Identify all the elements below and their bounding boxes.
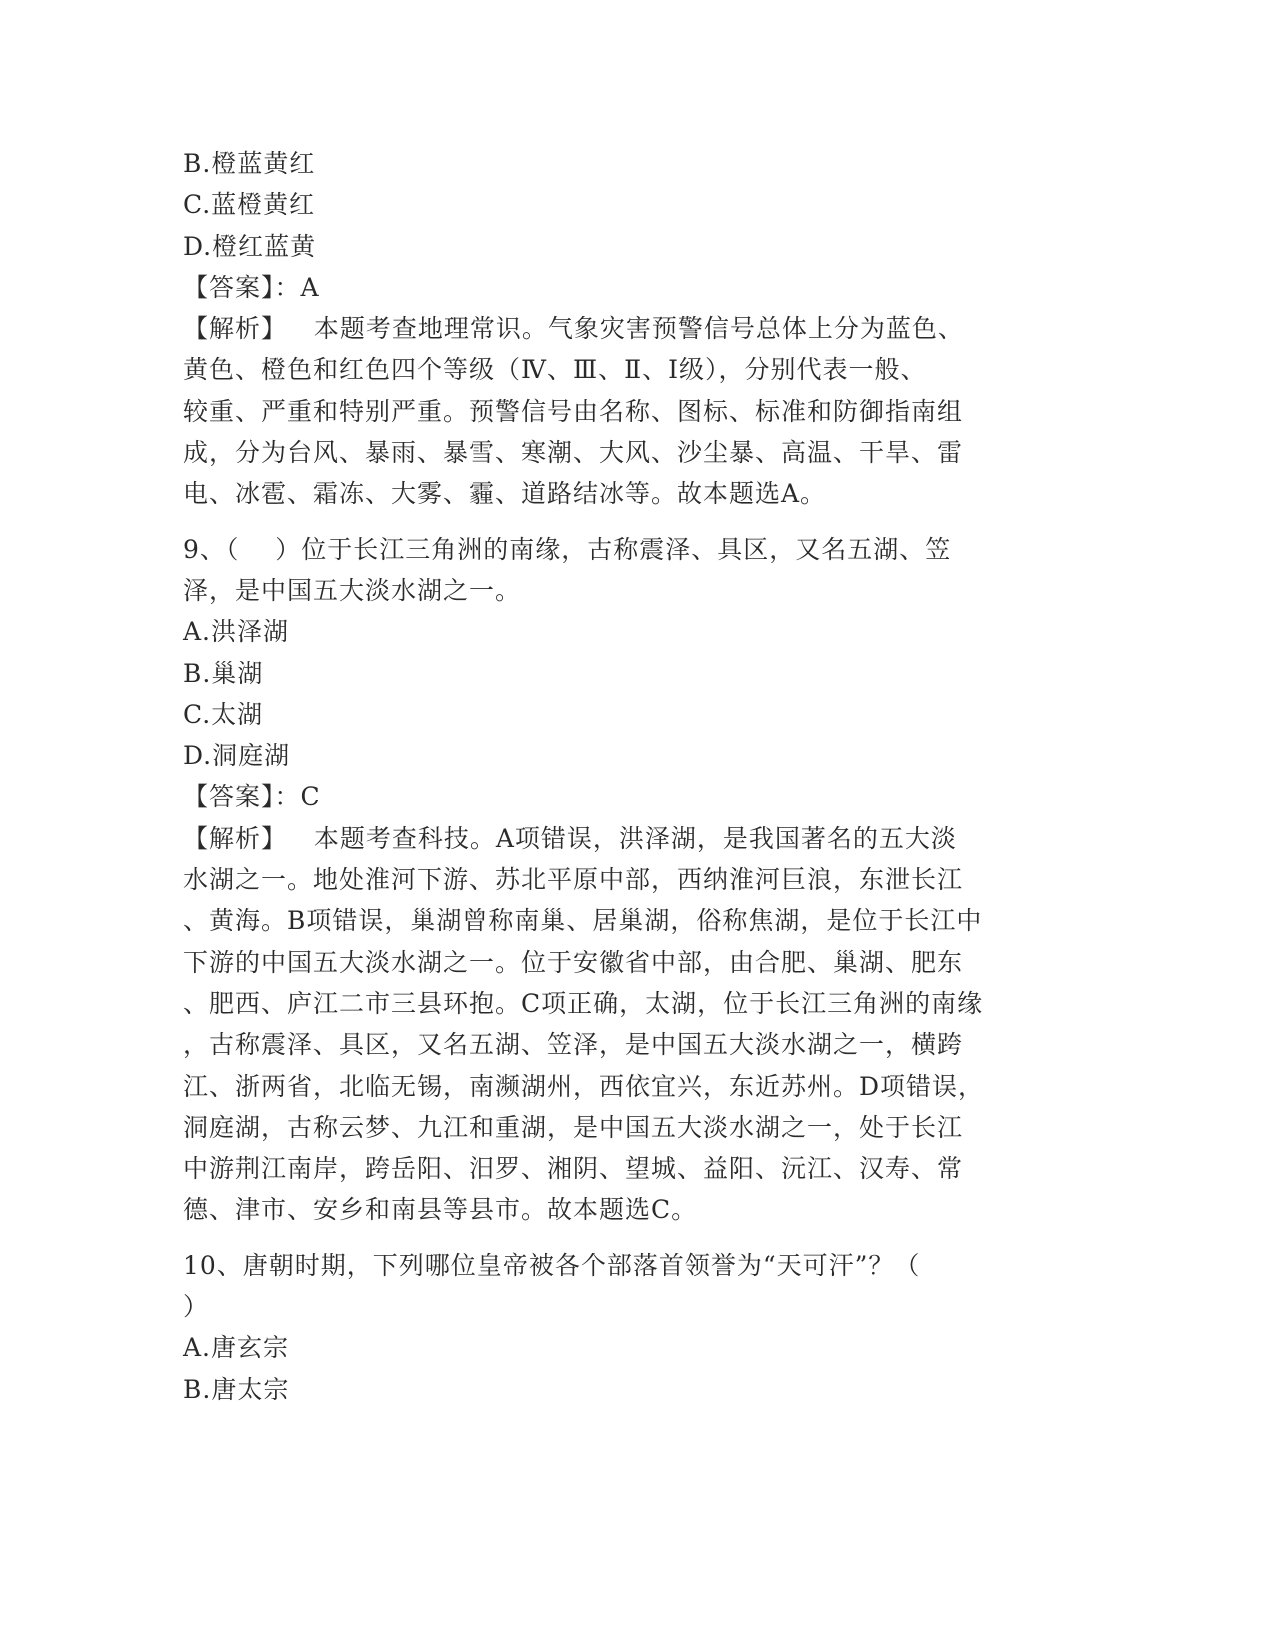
- q8-analysis-line: 成，分为台风、暴雨、暴雪、寒潮、大风、沙尘暴、高温、干旱、雷: [183, 438, 964, 468]
- q9-analysis-line: 水湖之一。地处淮河下游、苏北平原中部，西纳淮河巨浪，东泄长江: [183, 865, 964, 895]
- q9-analysis-line: 、黄海。B项错误，巢湖曾称南巢、居巢湖，俗称焦湖，是位于长江中: [183, 906, 983, 936]
- q8-analysis-line: 黄色、橙色和红色四个等级（Ⅳ、Ⅲ、Ⅱ、Ⅰ级），分别代表一般、: [183, 355, 927, 385]
- q9-option-d: D.洞庭湖: [183, 741, 291, 771]
- q9-analysis-line: 【解析】 本题考查科技。A项错误，洪泽湖，是我国著名的五大淡: [183, 823, 957, 853]
- section-gap: [183, 1231, 1083, 1245]
- document-content: [183, 143, 1083, 1410]
- section-gap: [183, 515, 1083, 529]
- q9-analysis-line: 洞庭湖，古称云梦、九江和重湖，是中国五大淡水湖之一，处于长江: [183, 1112, 964, 1142]
- q9-option-a: A.洪泽湖: [183, 617, 290, 647]
- q9-analysis-line: 下游的中国五大淡水湖之一。位于安徽省中部，由合肥、巢湖、肥东: [183, 947, 964, 977]
- q8-option-d: D.橙红蓝黄: [183, 231, 317, 261]
- q8-option-c: C.蓝橙黄红: [183, 190, 316, 220]
- q9-analysis-line: 中游荆江南岸，跨岳阳、汨罗、湘阴、望城、益阳、沅江、汉寿、常: [183, 1154, 964, 1184]
- q8-option-b: B.橙蓝黄红: [183, 149, 316, 178]
- q10-option-b: B.唐太宗: [183, 1374, 290, 1404]
- q8-analysis-line: 较重、严重和特别严重。预警信号由名称、图标、标准和防御指南组: [183, 396, 964, 426]
- q9-option-c: C.太湖: [183, 699, 264, 729]
- q9-stem-line: 泽，是中国五大淡水湖之一。: [183, 575, 522, 605]
- question-9: [183, 529, 1083, 1231]
- q10-option-a: A.唐玄宗: [183, 1333, 290, 1363]
- q9-analysis-line: ，古称震泽、具区，又名五湖、笠泽，是中国五大淡水湖之一，横跨: [183, 1030, 964, 1060]
- q9-analysis-line: 、肥西、庐江二市三县环抱。C项正确，太湖，位于长江三角洲的南缘: [183, 988, 984, 1018]
- question-8: [183, 143, 1083, 515]
- q10-stem-line: 10、唐朝时期，下列哪位皇帝被各个部落首领誉为“天可汗”？（: [183, 1250, 921, 1280]
- q9-answer: 【答案】：C: [183, 782, 321, 812]
- q8-answer: 【答案】：A: [183, 272, 320, 302]
- q8-analysis-line: 电、冰雹、霜冻、大雾、霾、道路结冰等。故本题选A。: [183, 479, 827, 509]
- q10-stem-line: ）: [183, 1292, 210, 1322]
- q9-option-b: B.巢湖: [183, 658, 264, 688]
- q8-analysis-line: 【解析】 本题考查地理常识。气象灾害预警信号总体上分为蓝色、: [183, 314, 964, 344]
- q9-analysis-line: 德、津市、安乡和南县等县市。故本题选C。: [183, 1195, 698, 1225]
- question-10: [183, 1245, 1083, 1410]
- q9-analysis-line: 江、浙两省，北临无锡，南濒湖州，西依宜兴，东近苏州。D项错误，: [183, 1071, 985, 1101]
- q9-stem-line: 9、（ ）位于长江三角洲的南缘，古称震泽、具区，又名五湖、笠: [183, 534, 952, 564]
